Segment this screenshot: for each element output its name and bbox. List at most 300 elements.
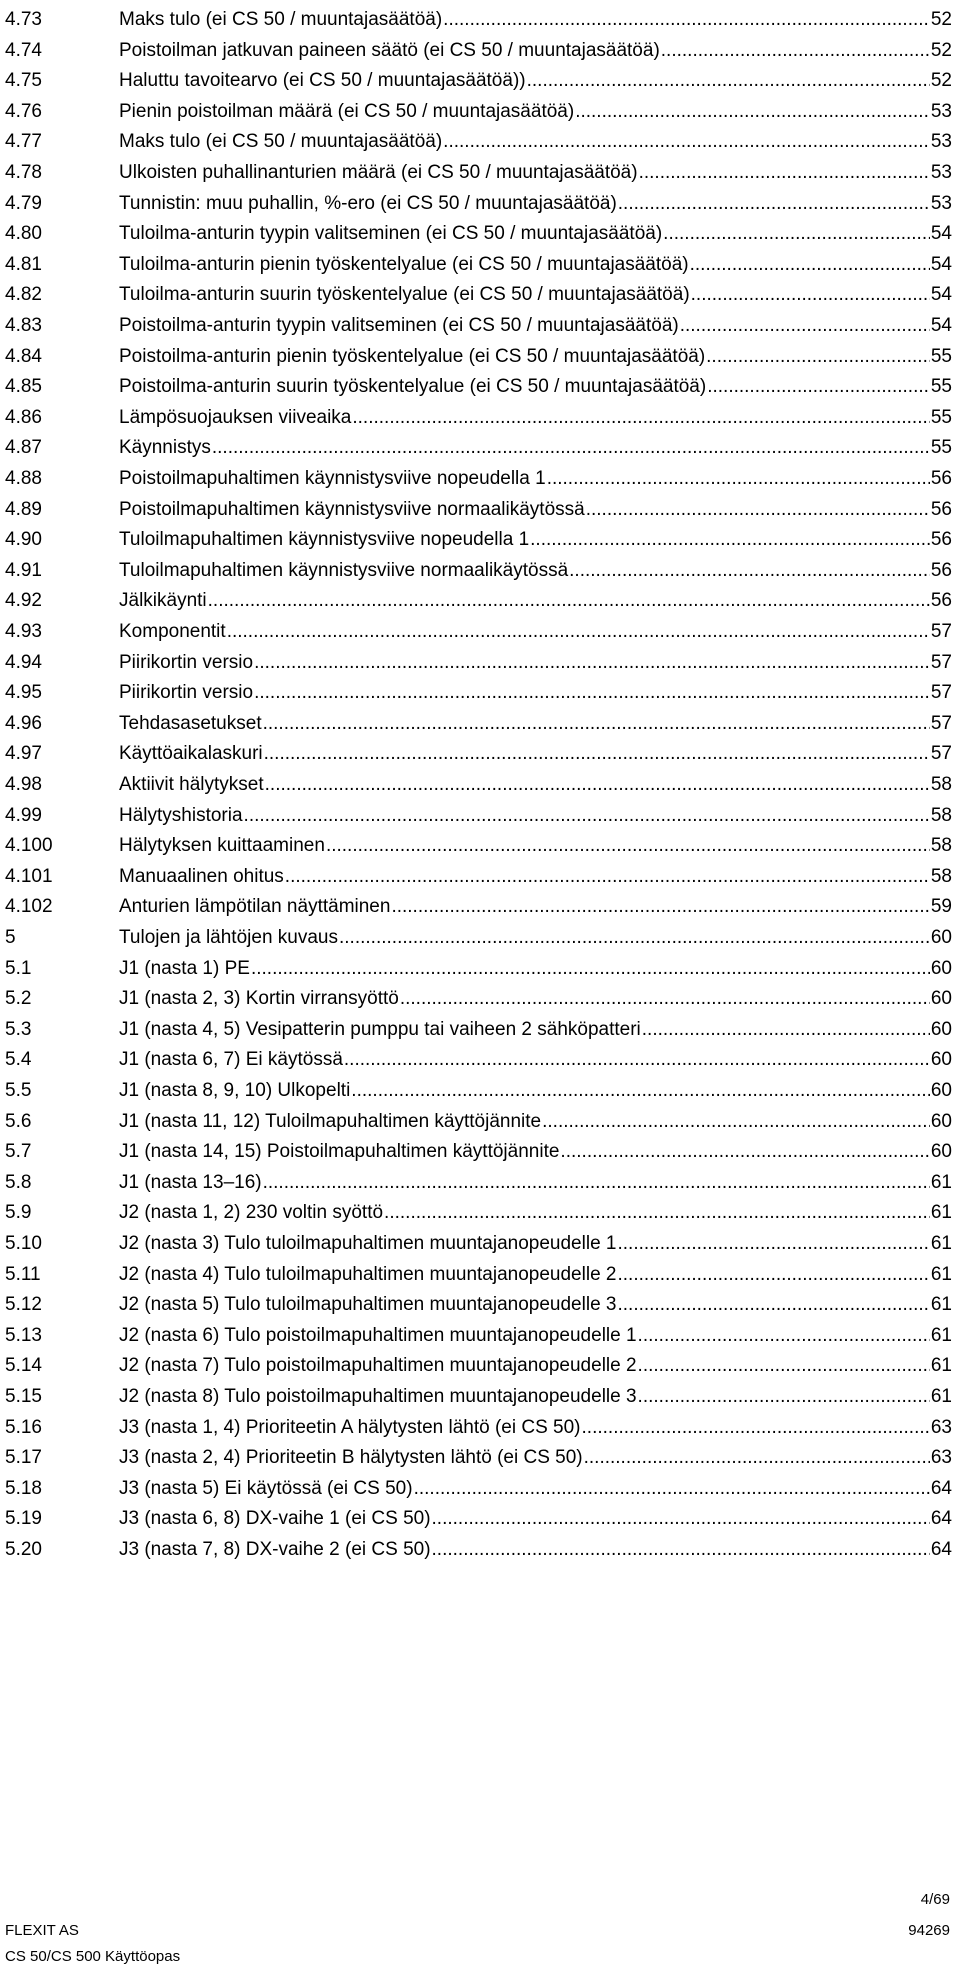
toc-entry-page: 60 xyxy=(930,1018,952,1040)
toc-entry[interactable] xyxy=(0,1443,960,1473)
toc-entry[interactable] xyxy=(0,403,960,433)
toc-entry[interactable] xyxy=(0,495,960,525)
toc-entry[interactable] xyxy=(0,189,960,219)
toc-entry[interactable] xyxy=(0,372,960,402)
toc-entry-page: 60 xyxy=(930,927,952,948)
toc-entry[interactable] xyxy=(0,280,960,310)
toc-dot-leader xyxy=(344,1045,930,1075)
toc-dot-leader xyxy=(527,66,930,96)
toc-entry-title: Jälkikäynti xyxy=(119,590,207,612)
toc-entry-line xyxy=(119,36,952,66)
toc-entry-title: Poistoilman jatkuvan paineen säätö (ei CS 50 / muuntajasäätöä) xyxy=(119,39,660,61)
toc-entry-title: Poistoilmapuhaltimen käynnistysviive normaalikäytössä xyxy=(119,498,585,520)
toc-entry-title: J3 (nasta 6, 8) DX-vaihe 1 (ei CS 50) xyxy=(119,1508,431,1530)
toc-entry-page: 53 xyxy=(930,131,952,153)
toc-entry-title: J3 (nasta 2, 4) Prioriteetin B hälytysten lähtö (ei CS 50) xyxy=(119,1447,583,1469)
toc-entry-number: 4.100 xyxy=(5,835,53,857)
toc-entry[interactable] xyxy=(0,97,960,127)
toc-entry-number: 5.11 xyxy=(5,1263,41,1285)
toc-entry[interactable] xyxy=(0,1321,960,1351)
toc-entry-page: 59 xyxy=(930,896,952,918)
toc-entry[interactable] xyxy=(0,1229,960,1259)
toc-entry-page: 57 xyxy=(930,651,952,673)
toc-entry-line xyxy=(119,709,952,739)
toc-entry-line xyxy=(119,1474,952,1504)
toc-entry-number: 4.79 xyxy=(5,192,42,214)
toc-dot-leader xyxy=(414,1474,930,1504)
toc-dot-leader xyxy=(384,1198,930,1228)
toc-dot-leader xyxy=(251,954,930,984)
toc-entry-page: 56 xyxy=(930,529,952,551)
toc-entry[interactable] xyxy=(0,1260,960,1290)
toc-entry-number: 4.96 xyxy=(5,712,42,734)
toc-entry[interactable] xyxy=(0,1045,960,1075)
toc-entry-page: 53 xyxy=(930,100,952,122)
toc-entry-page: 54 xyxy=(930,315,952,336)
toc-entry-title: J1 (nasta 6, 7) Ei käytössä xyxy=(119,1049,343,1071)
toc-entry-page: 54 xyxy=(930,223,952,245)
toc-entry-page: 57 xyxy=(930,621,952,642)
toc-entry-title: Tuloilma-anturin suurin työskentelyalue (ei CS 50 / muuntajasäätöä) xyxy=(119,284,690,306)
toc-dot-leader xyxy=(617,1260,929,1290)
toc-entry-number: 5.6 xyxy=(5,1110,32,1132)
toc-entry-number: 4.94 xyxy=(5,651,42,673)
toc-entry-title: J3 (nasta 7, 8) DX-vaihe 2 (ei CS 50) xyxy=(119,1539,431,1560)
toc-entry-number: 5.7 xyxy=(5,1141,32,1163)
toc-entry-title: J2 (nasta 7) Tulo poistoilmapuhaltimen muuntajanopeudelle 2 xyxy=(119,1355,637,1377)
toc-dot-leader xyxy=(638,1351,930,1381)
toc-entry-number: 4.102 xyxy=(5,896,53,918)
toc-entry[interactable] xyxy=(0,1015,960,1045)
toc-dot-leader xyxy=(560,1137,929,1167)
toc-entry-number: 5.4 xyxy=(5,1049,32,1071)
toc-entry[interactable] xyxy=(0,678,960,708)
toc-entry-title: Hälytyshistoria xyxy=(119,804,243,826)
toc-entry-title: J2 (nasta 6) Tulo poistoilmapuhaltimen muuntajanopeudelle 1 xyxy=(119,1324,637,1346)
toc-entry-page: 57 xyxy=(930,682,952,704)
toc-entry-page: 64 xyxy=(930,1539,952,1560)
toc-entry-title: J2 (nasta 1, 2) 230 voltin syöttö xyxy=(119,1202,384,1224)
toc-entry[interactable] xyxy=(0,1535,960,1565)
toc-entry-page: 54 xyxy=(930,253,952,275)
toc-entry-title: J2 (nasta 3) Tulo tuloilmapuhaltimen muuntajanopeudelle 1 xyxy=(119,1233,617,1254)
toc-entry-title: J2 (nasta 5) Tulo tuloilmapuhaltimen muuntajanopeudelle 3 xyxy=(119,1294,617,1316)
toc-entry-title: Poistoilmapuhaltimen käynnistysviive nopeudella 1 xyxy=(119,468,546,489)
toc-entry-title: J3 (nasta 1, 4) Prioriteetin A hälytysten lähtö (ei CS 50) xyxy=(119,1416,581,1438)
toc-dot-leader xyxy=(691,280,930,310)
toc-entry-line xyxy=(119,923,952,953)
toc-entry-page: 53 xyxy=(930,162,952,183)
toc-entry-page: 61 xyxy=(930,1233,952,1254)
toc-dot-leader xyxy=(263,709,930,739)
toc-entry-title: J1 (nasta 11, 12) Tuloilmapuhaltimen käyttöjännite xyxy=(119,1110,542,1132)
toc-entry-title: J1 (nasta 13–16) xyxy=(119,1171,262,1193)
toc-entry-line xyxy=(119,280,952,310)
toc-entry-line xyxy=(119,1229,952,1259)
toc-entry-title: Piirikortin versio xyxy=(119,651,254,673)
toc-entry-page: 63 xyxy=(930,1447,952,1469)
toc-entry-page: 53 xyxy=(930,192,952,214)
toc-entry-number: 5.5 xyxy=(5,1080,32,1101)
toc-dot-leader xyxy=(264,739,930,769)
toc-entry-line xyxy=(119,495,952,525)
toc-entry-page: 56 xyxy=(930,498,952,520)
toc-entry-line xyxy=(119,372,952,402)
toc-entry[interactable] xyxy=(0,862,960,892)
toc-entry-number: 5.14 xyxy=(5,1355,42,1377)
toc-entry-number: 4.74 xyxy=(5,39,42,61)
toc-entry-number: 4.85 xyxy=(5,376,42,398)
toc-entry[interactable] xyxy=(0,923,960,953)
toc-entry-title: Piirikortin versio xyxy=(119,682,254,704)
toc-entry-page: 61 xyxy=(930,1202,952,1224)
toc-entry-line xyxy=(119,250,952,280)
toc-entry[interactable] xyxy=(0,648,960,678)
toc-entry-number: 4.91 xyxy=(5,559,42,581)
toc-dot-leader xyxy=(432,1535,930,1565)
toc-entry-number: 5.10 xyxy=(5,1233,42,1254)
toc-entry-page: 61 xyxy=(930,1294,952,1316)
toc-entry-line xyxy=(119,1107,952,1137)
toc-entry-title: Komponentit xyxy=(119,621,226,642)
toc-dot-leader xyxy=(244,801,930,831)
toc-entry-page: 58 xyxy=(930,835,952,857)
toc-entry[interactable] xyxy=(0,1413,960,1443)
toc-entry-page: 57 xyxy=(930,712,952,734)
toc-entry[interactable] xyxy=(0,892,960,922)
toc-entry[interactable] xyxy=(0,1504,960,1534)
toc-entry-line xyxy=(119,66,952,96)
toc-dot-leader xyxy=(639,158,930,188)
toc-dot-leader xyxy=(352,403,929,433)
toc-entry-page: 61 xyxy=(930,1355,952,1377)
toc-entry-page: 60 xyxy=(930,1049,952,1071)
toc-entry-title: Tuloilma-anturin pienin työskentelyalue (ei CS 50 / muuntajasäätöä) xyxy=(119,253,689,275)
toc-dot-leader xyxy=(617,1290,929,1320)
toc-dot-leader xyxy=(443,127,930,157)
toc-entry-page: 58 xyxy=(930,774,952,795)
toc-dot-leader xyxy=(443,5,930,35)
toc-dot-leader xyxy=(530,525,930,555)
toc-entry[interactable] xyxy=(0,66,960,96)
toc-entry-line xyxy=(119,862,952,892)
toc-entry-page: 61 xyxy=(930,1171,952,1193)
toc-entry-page: 52 xyxy=(930,70,952,92)
toc-entry-page: 58 xyxy=(930,804,952,826)
toc-entry-line xyxy=(119,433,952,463)
toc-entry-page: 60 xyxy=(930,1141,952,1163)
toc-entry-line xyxy=(119,831,952,861)
toc-entry-title: J1 (nasta 2, 3) Kortin virransyöttö xyxy=(119,988,399,1010)
toc-entry-line xyxy=(119,5,952,35)
toc-entry-number: 5.2 xyxy=(5,988,32,1010)
toc-entry[interactable] xyxy=(0,1474,960,1504)
toc-entry-title: Anturien lämpötilan näyttäminen xyxy=(119,896,391,918)
toc-entry-title: J2 (nasta 8) Tulo poistoilmapuhaltimen muuntajanopeudelle 3 xyxy=(119,1386,637,1407)
toc-entry-number: 4.80 xyxy=(5,223,42,245)
toc-entry-line xyxy=(119,556,952,586)
toc-dot-leader xyxy=(339,923,930,953)
toc-entry-page: 55 xyxy=(930,345,952,367)
toc-entry-number: 5.1 xyxy=(5,957,32,979)
toc-entry-line xyxy=(119,586,952,616)
toc-entry-page: 58 xyxy=(930,865,952,887)
toc-entry-page: 61 xyxy=(930,1324,952,1346)
toc-dot-leader xyxy=(661,36,930,66)
toc-entry-number: 5.18 xyxy=(5,1477,42,1499)
document-code: 94269 xyxy=(908,1922,950,1939)
toc-entry-line xyxy=(119,1198,952,1228)
toc-entry-line xyxy=(119,892,952,922)
toc-entry-title: Tehdasasetukset xyxy=(119,712,262,734)
toc-entry-number: 4.92 xyxy=(5,590,42,612)
toc-entry-line xyxy=(119,1137,952,1167)
manual-title: CS 50/CS 500 Käyttöopas xyxy=(5,1948,181,1965)
toc-entry-number: 4.88 xyxy=(5,468,42,489)
toc-entry-title: J3 (nasta 5) Ei käytössä (ei CS 50) xyxy=(119,1477,413,1499)
toc-dot-leader xyxy=(706,342,930,372)
toc-entry-line xyxy=(119,1015,952,1045)
toc-entry[interactable] xyxy=(0,36,960,66)
toc-entry[interactable] xyxy=(0,433,960,463)
toc-entry-number: 5 xyxy=(5,927,16,948)
toc-entry-title: Aktiivit hälytykset xyxy=(119,774,264,795)
toc-dot-leader xyxy=(638,1382,930,1412)
toc-dot-leader xyxy=(212,433,930,463)
toc-entry-page: 60 xyxy=(930,957,952,979)
toc-entry-line xyxy=(119,1382,952,1412)
toc-dot-leader xyxy=(351,1076,930,1106)
toc-entry-number: 4.99 xyxy=(5,804,42,826)
toc-entry-line xyxy=(119,1504,952,1534)
toc-entry-title: Tulojen ja lähtöjen kuvaus xyxy=(119,927,338,948)
toc-entry-number: 4.90 xyxy=(5,529,42,551)
toc-entry-number: 5.17 xyxy=(5,1447,42,1469)
toc-entry-title: Käynnistys xyxy=(119,437,211,459)
toc-dot-leader xyxy=(584,1443,930,1473)
toc-entry-page: 56 xyxy=(930,559,952,581)
toc-entry-number: 4.101 xyxy=(5,865,53,887)
toc-dot-leader xyxy=(326,831,930,861)
toc-entry-number: 4.86 xyxy=(5,406,42,428)
toc-entry-number: 4.76 xyxy=(5,100,42,122)
toc-entry-line xyxy=(119,1076,952,1106)
toc-entry[interactable] xyxy=(0,1290,960,1320)
toc-entry[interactable] xyxy=(0,1137,960,1167)
toc-dot-leader xyxy=(227,617,930,647)
toc-entry[interactable] xyxy=(0,831,960,861)
toc-entry[interactable] xyxy=(0,801,960,831)
toc-entry-line xyxy=(119,525,952,555)
toc-entry-line xyxy=(119,984,952,1014)
toc-entry-number: 4.77 xyxy=(5,131,42,153)
toc-dot-leader xyxy=(586,495,930,525)
toc-entry-page: 61 xyxy=(930,1263,952,1285)
toc-dot-leader xyxy=(642,1015,930,1045)
toc-entry[interactable] xyxy=(0,464,960,494)
toc-dot-leader xyxy=(617,1229,929,1259)
toc-entry-number: 5.9 xyxy=(5,1202,32,1224)
toc-entry-title: Pienin poistoilman määrä (ei CS 50 / muuntajasäätöä) xyxy=(119,100,575,122)
toc-entry-title: J1 (nasta 8, 9, 10) Ulkopelti xyxy=(119,1080,351,1101)
toc-entry-page: 56 xyxy=(930,590,952,612)
toc-entry-line xyxy=(119,189,952,219)
toc-entry-number: 4.89 xyxy=(5,498,42,520)
toc-entry-title: J1 (nasta 4, 5) Vesipatterin pumppu tai vaiheen 2 sähköpatteri xyxy=(119,1018,641,1040)
toc-entry-title: J2 (nasta 4) Tulo tuloilmapuhaltimen muuntajanopeudelle 2 xyxy=(119,1263,617,1285)
toc-entry-title: J1 (nasta 1) PE xyxy=(119,957,250,979)
toc-entry-line xyxy=(119,1321,952,1351)
toc-entry-page: 52 xyxy=(930,9,952,30)
toc-entry-title: Maks tulo (ei CS 50 / muuntajasäätöä) xyxy=(119,9,443,30)
toc-entry-title: Manuaalinen ohitus xyxy=(119,865,284,887)
toc-entry-line xyxy=(119,739,952,769)
toc-entry-number: 5.19 xyxy=(5,1508,42,1530)
toc-entry-line xyxy=(119,342,952,372)
toc-entry-number: 4.78 xyxy=(5,162,42,183)
toc-dot-leader xyxy=(285,862,930,892)
toc-dot-leader xyxy=(391,892,929,922)
toc-entry-page: 52 xyxy=(930,39,952,61)
toc-entry[interactable] xyxy=(0,770,960,800)
toc-dot-leader xyxy=(569,556,930,586)
toc-entry[interactable] xyxy=(0,617,960,647)
toc-entry[interactable] xyxy=(0,1198,960,1228)
company-name: FLEXIT AS xyxy=(5,1922,79,1939)
toc-entry-page: 56 xyxy=(930,468,952,489)
toc-entry-title: Poistoilma-anturin suurin työskentelyalue (ei CS 50 / muuntajasäätöä) xyxy=(119,376,707,398)
toc-entry[interactable] xyxy=(0,709,960,739)
toc-entry-title: Poistoilma-anturin pienin työskentelyalue (ei CS 50 / muuntajasäätöä) xyxy=(119,345,706,367)
toc-entry-page: 64 xyxy=(930,1477,952,1499)
toc-entry-page: 57 xyxy=(930,743,952,765)
toc-entry-number: 4.93 xyxy=(5,621,42,642)
toc-entry-title: Käyttöaikalaskuri xyxy=(119,743,263,765)
toc-entry-number: 4.95 xyxy=(5,682,42,704)
toc-entry-number: 5.8 xyxy=(5,1171,32,1193)
toc-entry-line xyxy=(119,1443,952,1473)
toc-entry[interactable] xyxy=(0,525,960,555)
toc-entry-number: 5.12 xyxy=(5,1294,42,1316)
toc-dot-leader xyxy=(547,464,930,494)
toc-entry-page: 61 xyxy=(930,1386,952,1407)
toc-entry[interactable] xyxy=(0,5,960,35)
toc-entry-title: Tunnistin: muu puhallin, %-ero (ei CS 50 / muuntajasäätöä) xyxy=(119,192,617,214)
toc-entry-number: 4.87 xyxy=(5,437,42,459)
toc-entry-number: 4.73 xyxy=(5,9,42,30)
toc-entry[interactable] xyxy=(0,954,960,984)
toc-dot-leader xyxy=(680,311,930,341)
toc-entry-page: 54 xyxy=(930,284,952,306)
toc-entry-title: Tuloilmapuhaltimen käynnistysviive nopeudella 1 xyxy=(119,529,530,551)
toc-entry-line xyxy=(119,648,952,678)
toc-dot-leader xyxy=(432,1504,930,1534)
toc-entry-page: 63 xyxy=(930,1416,952,1438)
toc-entry-line xyxy=(119,403,952,433)
toc-entry-page: 55 xyxy=(930,406,952,428)
toc-dot-leader xyxy=(618,189,930,219)
toc-entry-title: Lämpösuojauksen viiveaika xyxy=(119,406,352,428)
toc-entry[interactable] xyxy=(0,311,960,341)
toc-entry-number: 4.98 xyxy=(5,774,42,795)
toc-entry-line xyxy=(119,801,952,831)
toc-entry-number: 5.16 xyxy=(5,1416,42,1438)
toc-entry[interactable] xyxy=(0,1107,960,1137)
toc-entry[interactable] xyxy=(0,984,960,1014)
toc-entry-page: 60 xyxy=(930,1080,952,1101)
toc-entry-page: 55 xyxy=(930,376,952,398)
toc-dot-leader xyxy=(254,678,930,708)
toc-entry-number: 4.84 xyxy=(5,345,42,367)
toc-entry-title: Ulkoisten puhallinanturien määrä (ei CS 50 / muuntajasäätöä) xyxy=(119,162,638,183)
toc-entry-number: 4.83 xyxy=(5,315,42,336)
toc-entry-line xyxy=(119,219,952,249)
toc-entry[interactable] xyxy=(0,1076,960,1106)
toc-entry-line xyxy=(119,311,952,341)
toc-entry-title: Tuloilmapuhaltimen käynnistysviive normaalikäytössä xyxy=(119,559,569,581)
toc-entry-line xyxy=(119,1168,952,1198)
toc-dot-leader xyxy=(265,770,930,800)
toc-entry[interactable] xyxy=(0,1351,960,1381)
toc-dot-leader xyxy=(690,250,930,280)
toc-entry[interactable] xyxy=(0,1382,960,1412)
toc-entry-number: 5.3 xyxy=(5,1018,32,1040)
toc-entry-number: 4.97 xyxy=(5,743,42,765)
toc-entry-title: Poistoilma-anturin tyypin valitseminen (ei CS 50 / muuntajasäätöä) xyxy=(119,315,679,336)
toc-dot-leader xyxy=(542,1107,930,1137)
toc-dot-leader xyxy=(663,219,930,249)
toc-entry[interactable] xyxy=(0,158,960,188)
toc-entry-title: Hälytyksen kuittaaminen xyxy=(119,835,325,857)
toc-entry-number: 5.15 xyxy=(5,1386,42,1407)
toc-dot-leader xyxy=(263,1168,930,1198)
toc-entry-number: 4.75 xyxy=(5,70,42,92)
toc-entry-line xyxy=(119,678,952,708)
toc-entry-title: Tuloilma-anturin tyypin valitseminen (ei CS 50 / muuntajasäätöä) xyxy=(119,223,663,245)
toc-entry-line xyxy=(119,770,952,800)
toc-entry-page: 64 xyxy=(930,1508,952,1530)
toc-entry[interactable] xyxy=(0,1168,960,1198)
toc-entry-line xyxy=(119,954,952,984)
toc-entry[interactable] xyxy=(0,739,960,769)
toc-dot-leader xyxy=(582,1413,930,1443)
toc-entry[interactable] xyxy=(0,556,960,586)
toc-entry-line xyxy=(119,1045,952,1075)
toc-dot-leader xyxy=(638,1321,930,1351)
toc-entry-line xyxy=(119,1535,952,1565)
toc-dot-leader xyxy=(707,372,930,402)
toc-entry-title: Maks tulo (ei CS 50 / muuntajasäätöä) xyxy=(119,131,443,153)
toc-entry[interactable] xyxy=(0,250,960,280)
toc-entry[interactable] xyxy=(0,586,960,616)
toc-entry-line xyxy=(119,1351,952,1381)
toc-entry-line xyxy=(119,1260,952,1290)
toc-dot-leader xyxy=(400,984,930,1014)
toc-entry-line xyxy=(119,617,952,647)
toc-entry-number: 4.81 xyxy=(5,253,42,275)
toc-entry-number: 4.82 xyxy=(5,284,42,306)
toc-entry-line xyxy=(119,1413,952,1443)
toc-entry-page: 60 xyxy=(930,988,952,1010)
toc-entry[interactable] xyxy=(0,219,960,249)
toc-entry-number: 5.20 xyxy=(5,1539,42,1560)
toc-entry-line xyxy=(119,1290,952,1320)
toc-entry[interactable] xyxy=(0,342,960,372)
toc-dot-leader xyxy=(254,648,930,678)
toc-entry-line xyxy=(119,158,952,188)
toc-entry[interactable] xyxy=(0,127,960,157)
page-counter: 4/69 xyxy=(920,1891,950,1908)
